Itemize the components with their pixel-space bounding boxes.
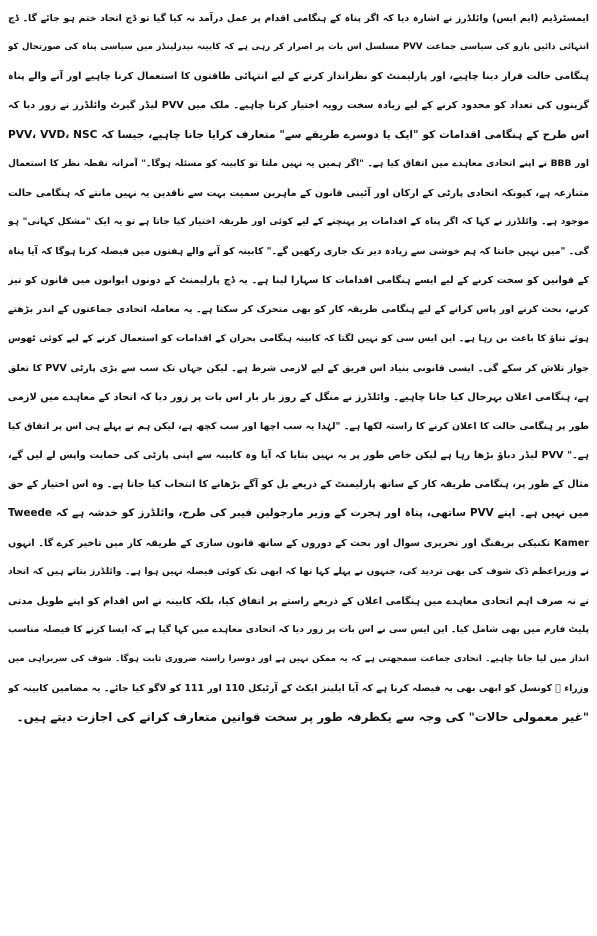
- article-line: نے نہ صرف اہم اتحادی معاہدے میں ہنگامی اعلان کے ذریعے راستے پر اتفاق کیا، بلکہ کابینہ نے اس اقدام کو اپنے طویل مدتی: [8, 595, 589, 607]
- article-line: ایمسٹرڈیم (ایم ایس) وائلڈرز نے اشارہ دیا کہ اگر پناہ کے ہنگامی اقدام پر عمل درآمد نہ کیا گیا تو ڈچ اتحاد ختم ہو جائے گا۔ ڈچ: [8, 13, 589, 24]
- article-line: متنازعہ ہے، کیونکہ اتحادی پارٹی کے ارکان اور آئینی قانون کے ماہرین سمیت بہت سے ناقدین یہ نہیں مانتے کہ ہنگامی حالت: [8, 187, 589, 199]
- article-line: ہنگامی حالت قرار دینا چاہیے، اور پارلیمنٹ کو نظرانداز کرنے کے لیے انتہائی طاقتوں کا استعمال کرنا چاہیے اور آنے والے پناہ: [8, 71, 589, 83]
- article-line: کرنے، بحث کرنے اور پاس کرانے کے لیے ہنگامی طریقہ کار کو بھی متحرک کر سکتا ہے۔ یہ معاملہ اتحادی جماعتوں کے اندر بڑھتے: [8, 304, 589, 316]
- article-line: انتہائی دائیں بازو کی سیاسی جماعت PVV مسلسل اس بات پر اصرار کر رہی ہے کہ کابینہ نیدرلینڈز میں سیاسی پناہ کی صورتحال کو: [8, 42, 589, 53]
- article-line: پلیٹ فارم میں بھی شامل کیا۔ این ایس سی نے اس بات پر زور دیا کہ اتحادی معاہدے میں کہا گیا ہے کہ ایسا کرنے کا فیصلہ مناسب: [8, 624, 589, 635]
- article-line: ہے۔" PVV لیڈر دباؤ بڑھا رہا ہے لیکن خاص طور پر یہ نہیں بتایا کہ آیا وہ کابینہ سے اپنی پارٹی کی حمایت واپس لے لیں گے،: [8, 450, 589, 462]
- article-line: اس طرح کے ہنگامی اقدامات کو "ایک یا دوسرے طریقے سے" متعارف کرایا جانا چاہیے، جیسا کہ PVV، VVD، NSC: [8, 128, 589, 141]
- article-line: گزینوں کی تعداد کو محدود کرنے کے لیے زیادہ سخت رویہ اختیار کرنا چاہیے۔ ملک میں PVV لیڈر گیرٹ وائلڈرز نے زور دیا کہ: [8, 100, 589, 112]
- article-line: موجود ہے۔ وائلڈرز نے کہا کہ اگر پناہ کے اقدامات پر پہنچنے کے لیے کوئی اور طریقہ اختیار کیا جاتا ہے تو یہ ایک "مشکل کہانی" ہو: [8, 216, 589, 227]
- article-line: نے وزیراعظم ڈک شوف کی بھی تردید کی، جنہوں نے پہلے کہا تھا کہ ابھی تک کوئی فیصلہ نہیں ہوا ہے۔ وائلڈرز بتاتے ہیں کہ اتحاد: [8, 566, 589, 577]
- article-line: طور پر ہنگامی حالت کا اعلان کرنے کا راستہ لکھا ہے۔ "لہٰذا یہ سب اچھا اور سب کچھ ہے، لیکن ہم نے پہلے ہی اس پر اتفاق کیا: [8, 420, 589, 432]
- article-line: اور BBB نے اپنے اتحادی معاہدے میں اتفاق کیا ہے۔ "اگر ہمیں یہ نہیں ملتا تو کابینہ کو مسئلہ ہوگا۔" آمرانہ نقطہ نظر کا استعمال: [8, 158, 589, 169]
- article-line: ہوئے تناؤ کا باعث بن رہا ہے۔ این ایس سی کو نہیں لگتا کہ کابینہ ہنگامی بحران کے اقدامات کو استعمال کرنے کے لیے کوئی ٹھوس: [8, 333, 589, 344]
- article-line: وزراء ⃞ کونسل کو ابھی بھی یہ فیصلہ کرنا ہے کہ آیا ایلینز ایکٹ کے آرٹیکل 110 اور 111 کو لاگو کیا جائے۔ یہ مضامین کابینہ کو: [8, 683, 589, 695]
- article-line: ہے، ہنگامی اعلان بہرحال کیا جانا چاہیے۔ وائلڈرز نے منگل کے روز بار بار اس بات پر زور دیا کہ اتحاد کے معاہدے میں لازمی: [8, 391, 589, 403]
- article-line: Kamer تکنیکی بریفنگ اور تحریری سوال اور بحث کے دوروں کے ساتھ قانون سازی کے طریقہ کار میں تاخیر کرے گا۔ انہوں: [8, 537, 589, 549]
- article-line: مثال کے طور پر، ہنگامی طریقہ کار کے ساتھ پارلیمنٹ کے ذریعے بل کو آگے بڑھانے کا انتخاب کیا جاتا ہے۔ وہ اس اختیار کے حق: [8, 479, 589, 491]
- article-line: گی۔ "میں نہیں جانتا کہ ہم خوشی سے زیادہ دیر تک جاری رکھیں گے۔" کابینہ کو آنے والے ہفتوں میں فیصلہ کرنا ہوگا کہ آیا پناہ: [8, 246, 589, 258]
- article-body: [8, 4, 589, 733]
- article-line: کے قوانین کو سخت کرنے کے لیے ایسے ہنگامی اقدامات کا سہارا لینا ہے۔ یہ ڈچ پارلیمنٹ کے دونوں ایوانوں میں قانون کو تیز: [8, 275, 589, 287]
- article-line: میں نہیں ہے۔ اپنے PVV ساتھی، پناہ اور ہجرت کے وزیر مارجولین فیبر کی طرح، وائلڈرز کو خدشہ ہے کہ Tweede: [8, 507, 589, 520]
- article-line: "غیر معمولی حالات" کی وجہ سے یکطرفہ طور پر سخت قوانین متعارف کرانے کی اجازت دیتے ہیں۔: [16, 710, 589, 725]
- article-line: جواز تلاش کر سکے گی۔ ایسی قانونی بنیاد اس فریق کے لیے لازمی شرط ہے۔ لیکن جہاں تک سب سے بڑی پارٹی PVV کا تعلق: [8, 362, 589, 374]
- article-line: انداز میں لیا جانا چاہیے۔ اتحادی جماعت سمجھتی ہے کہ یہ ممکن نہیں ہے اور دوسرا راستہ ضروری ثابت ہوگا۔ شوف کی سربراہی میں: [8, 654, 589, 665]
